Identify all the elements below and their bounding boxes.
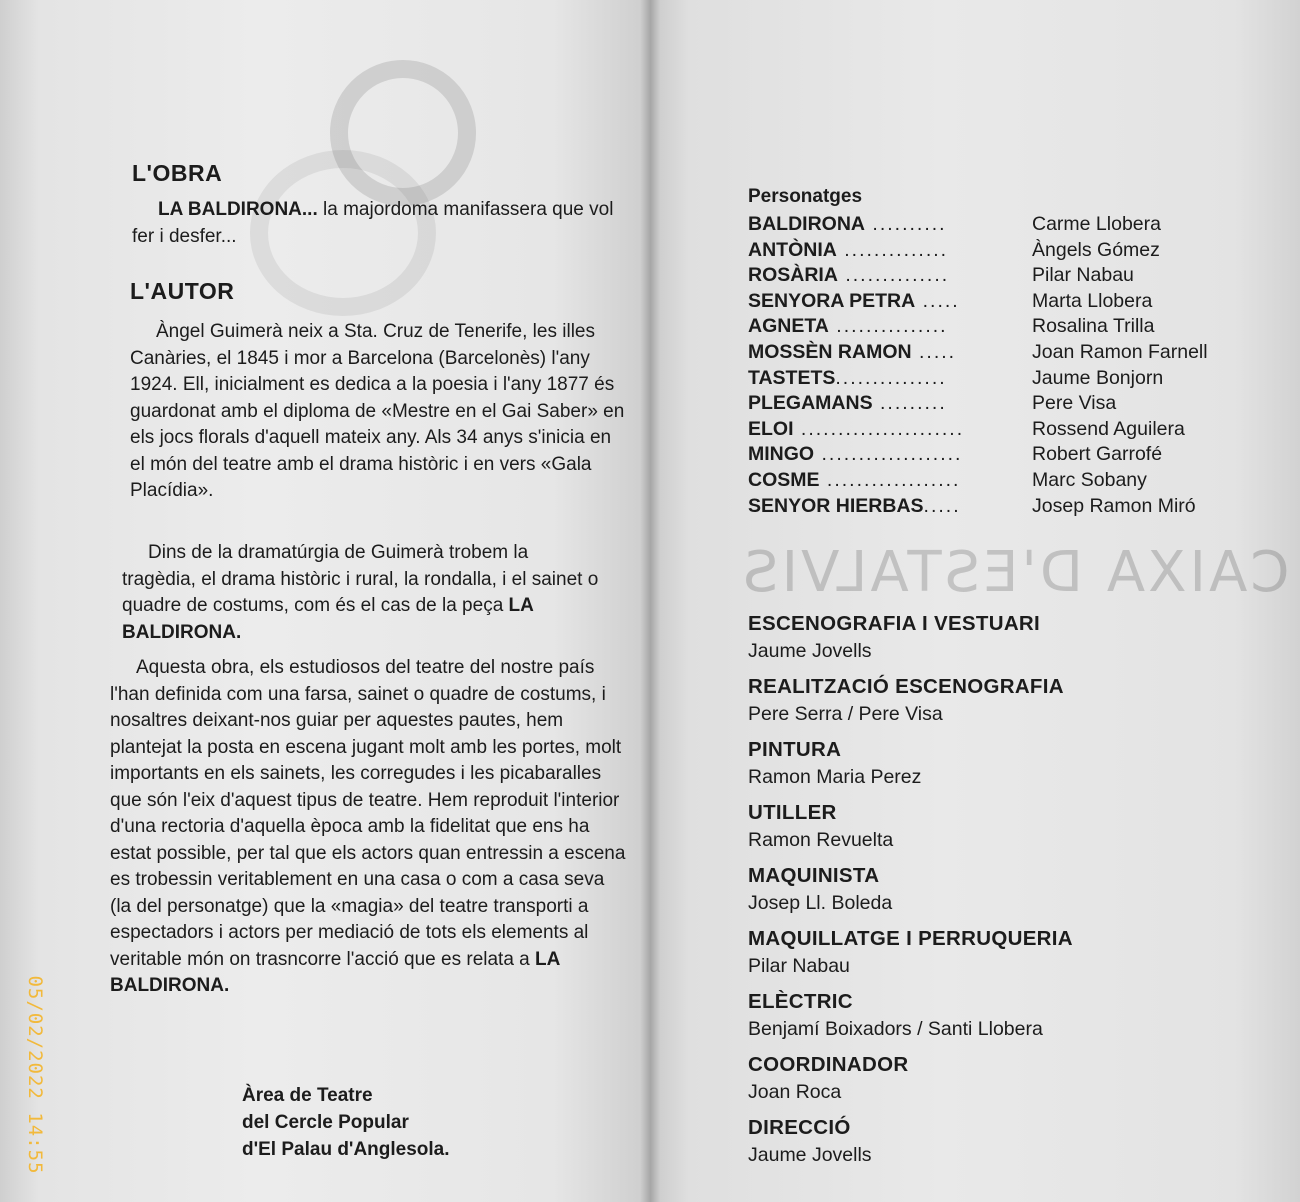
credit-name: Jaume Jovells [748, 640, 872, 662]
paragraph-3-title: LA BALDIRONA. [110, 948, 560, 996]
autor-paragraph-3 [110, 655, 630, 1000]
credit-name: Josep Ll. Boleda [748, 892, 893, 914]
cast-row [748, 263, 1268, 289]
credit-name: Jaume Jovells [748, 1144, 872, 1166]
timestamp-text: 05/02/2022 14:55 [24, 975, 46, 1175]
leader-dots: ............... [828, 315, 948, 338]
role-name: PLEGAMANS [748, 392, 873, 415]
leader-dots: ......... [872, 392, 947, 415]
cast-title: Personatges [748, 186, 863, 207]
signature-block [242, 1082, 542, 1163]
obra-heading: L'OBRA [132, 160, 223, 186]
credit-entry [748, 799, 1268, 855]
cast-row [748, 468, 1268, 494]
credit-entry [748, 988, 1268, 1044]
paragraph-3-text: Aquesta obra, els estudiosos del teatre del nostre país l'han definida com una farsa, sainet o quadre de costums, i nosaltres deixant-nos guiar per aquestes pautes, hem plantejat la posta en escena jugant molt amb les portes, molt importants en els sainets, les corregudes i les picabaralles que són l'eix d'aquest tipus de teatre. Hem reproduit l'interior d'una rectoria d'aquella època amb la fidelitat que ens ha estat possible, per tal que els actors quan entressin a escena es trobessin veritablement en una casa o com a casa seva (la del personatge) que la «magia» del teatre transporti a espectadors i actors per mediació de tots els elements al veritable món on trasncorre l'acció que es relata a [110, 657, 626, 970]
dramaturgy-section [122, 540, 602, 646]
bank-watermark: CAIXA D'ESTALVIS [740, 540, 1290, 605]
paragraph-2-title: LA BALDIRONA. [122, 595, 534, 643]
signature-line-3: d'El Palau d'Anglesola. [242, 1139, 450, 1160]
cast-row [748, 442, 1268, 468]
role-name: BALDIRONA [748, 213, 865, 235]
cast-row [748, 417, 1268, 443]
credit-name: Ramon Maria Perez [748, 766, 922, 788]
leader-dots: ..... [923, 494, 961, 517]
cast-row [748, 289, 1268, 315]
signature-line-2: del Cercle Popular [242, 1112, 409, 1133]
credit-label: ELÈCTRIC [748, 990, 853, 1013]
cast-row [748, 391, 1268, 417]
obra-description [132, 197, 622, 250]
leader-dots: .............. [837, 264, 950, 287]
role-name: ELOI [748, 417, 794, 440]
credit-label: UTILLER [748, 801, 837, 824]
actor-name: Joan Ramon Farnell [1032, 340, 1208, 363]
credit-entry [748, 925, 1268, 981]
obra-text: la majordoma manifassera que vol fer i desfer... [132, 199, 614, 247]
credit-name: Pere Serra / Pere Visa [748, 703, 943, 725]
credit-entry [748, 862, 1268, 918]
cast-row [748, 366, 1268, 392]
role-name: COSME [748, 468, 820, 491]
credit-entry [748, 736, 1268, 792]
credit-label: PINTURA [748, 738, 842, 761]
leader-dots: .............. [836, 238, 949, 261]
actor-name: Marc Sobany [1032, 468, 1147, 491]
actor-name: Àngels Gómez [1032, 238, 1160, 261]
credit-entry [748, 610, 1268, 666]
cast-row [748, 494, 1268, 520]
leader-dots: .................. [819, 468, 961, 491]
autor-paragraph-1: Àngel Guimerà neix a Sta. Cruz de Tenerife, les illes Canàries, el 1845 i mor a Barcelona (Barcelonès) l'any 1924. Ell, inicialment es dedica a la poesia i l'any 1877 és guardonat amb el diploma de «Mestre en el Gai Saber» en els jocs florals d'aquell mateix any. Als 34 anys s'inicia en el món del teatre amb el drama històric i en vers «Gala Placídia». [130, 321, 625, 501]
page-fold [640, 0, 660, 1202]
credit-name: Joan Roca [748, 1081, 842, 1103]
credits-list [748, 610, 1268, 1177]
role-name: MOSSÈN RAMON [748, 340, 912, 363]
actor-name: Jaume Bonjorn [1032, 366, 1164, 389]
role-name: MINGO [748, 443, 815, 466]
role-name: ANTÒNIA [748, 238, 837, 261]
cast-row [748, 212, 1268, 238]
paragraph-2-text: Dins de la dramatúrgia de Guimerà trobem la tragèdia, el drama històric i rural, la rondalla, i el sainet o quadre de costums, com és el cas de la peça [122, 542, 599, 616]
autor-heading: L'AUTOR [130, 278, 235, 304]
leader-dots: ..... [911, 340, 957, 363]
autor-paragraph-2 [122, 540, 602, 646]
leader-dots: .......... [865, 213, 947, 235]
credit-label: ESCENOGRAFIA I VESTUARI [748, 612, 1041, 635]
cast-row [748, 314, 1268, 340]
role-name: ROSÀRIA [748, 264, 838, 287]
staging-section [110, 655, 630, 1000]
credit-name: Pilar Nabau [748, 955, 850, 977]
signature-line-1: Àrea de Teatre [242, 1085, 373, 1106]
credit-label: MAQUINISTA [748, 864, 880, 887]
credit-entry [748, 1051, 1268, 1107]
credit-label: MAQUILLATGE I PERRUQUERIA [748, 927, 1073, 950]
actor-name: Josep Ramon Miró [1032, 494, 1196, 517]
leader-dots: ...................... [793, 417, 965, 440]
leader-dots: ..... [915, 289, 960, 312]
leader-dots: ................... [814, 443, 963, 466]
role-name: SENYORA PETRA [748, 289, 916, 312]
autor-section [130, 278, 625, 505]
credit-label: COORDINADOR [748, 1053, 909, 1076]
role-name: SENYOR HIERBAS [748, 494, 924, 517]
actor-name: Rossend Aguilera [1032, 417, 1185, 440]
cast-row [748, 238, 1268, 264]
cast-row [748, 340, 1268, 366]
credit-name: Benjamí Boixadors / Santi Llobera [748, 1018, 1043, 1040]
credit-entry [748, 673, 1268, 729]
actor-name: Marta Llobera [1032, 289, 1153, 312]
credit-label: DIRECCIÓ [748, 1116, 851, 1139]
leader-dots: ............... [835, 366, 947, 389]
photo-timestamp [15, 975, 55, 1175]
actor-name: Carme Llobera [1032, 213, 1161, 235]
credit-label: REALITZACIÓ ESCENOGRAFIA [748, 675, 1064, 698]
obra-title: LA BALDIRONA... [158, 199, 318, 220]
credit-entry [748, 1114, 1268, 1170]
actor-name: Pilar Nabau [1032, 264, 1134, 287]
actor-name: Rosalina Trilla [1032, 315, 1155, 338]
right-page [650, 0, 1300, 1202]
actor-name: Robert Garrofé [1032, 443, 1163, 466]
role-name: AGNETA [748, 315, 829, 338]
cast-list [748, 186, 1268, 519]
credit-name: Ramon Revuelta [748, 829, 894, 851]
role-name: TASTETS [748, 366, 836, 389]
obra-section [132, 160, 622, 250]
actor-name: Pere Visa [1032, 392, 1117, 415]
